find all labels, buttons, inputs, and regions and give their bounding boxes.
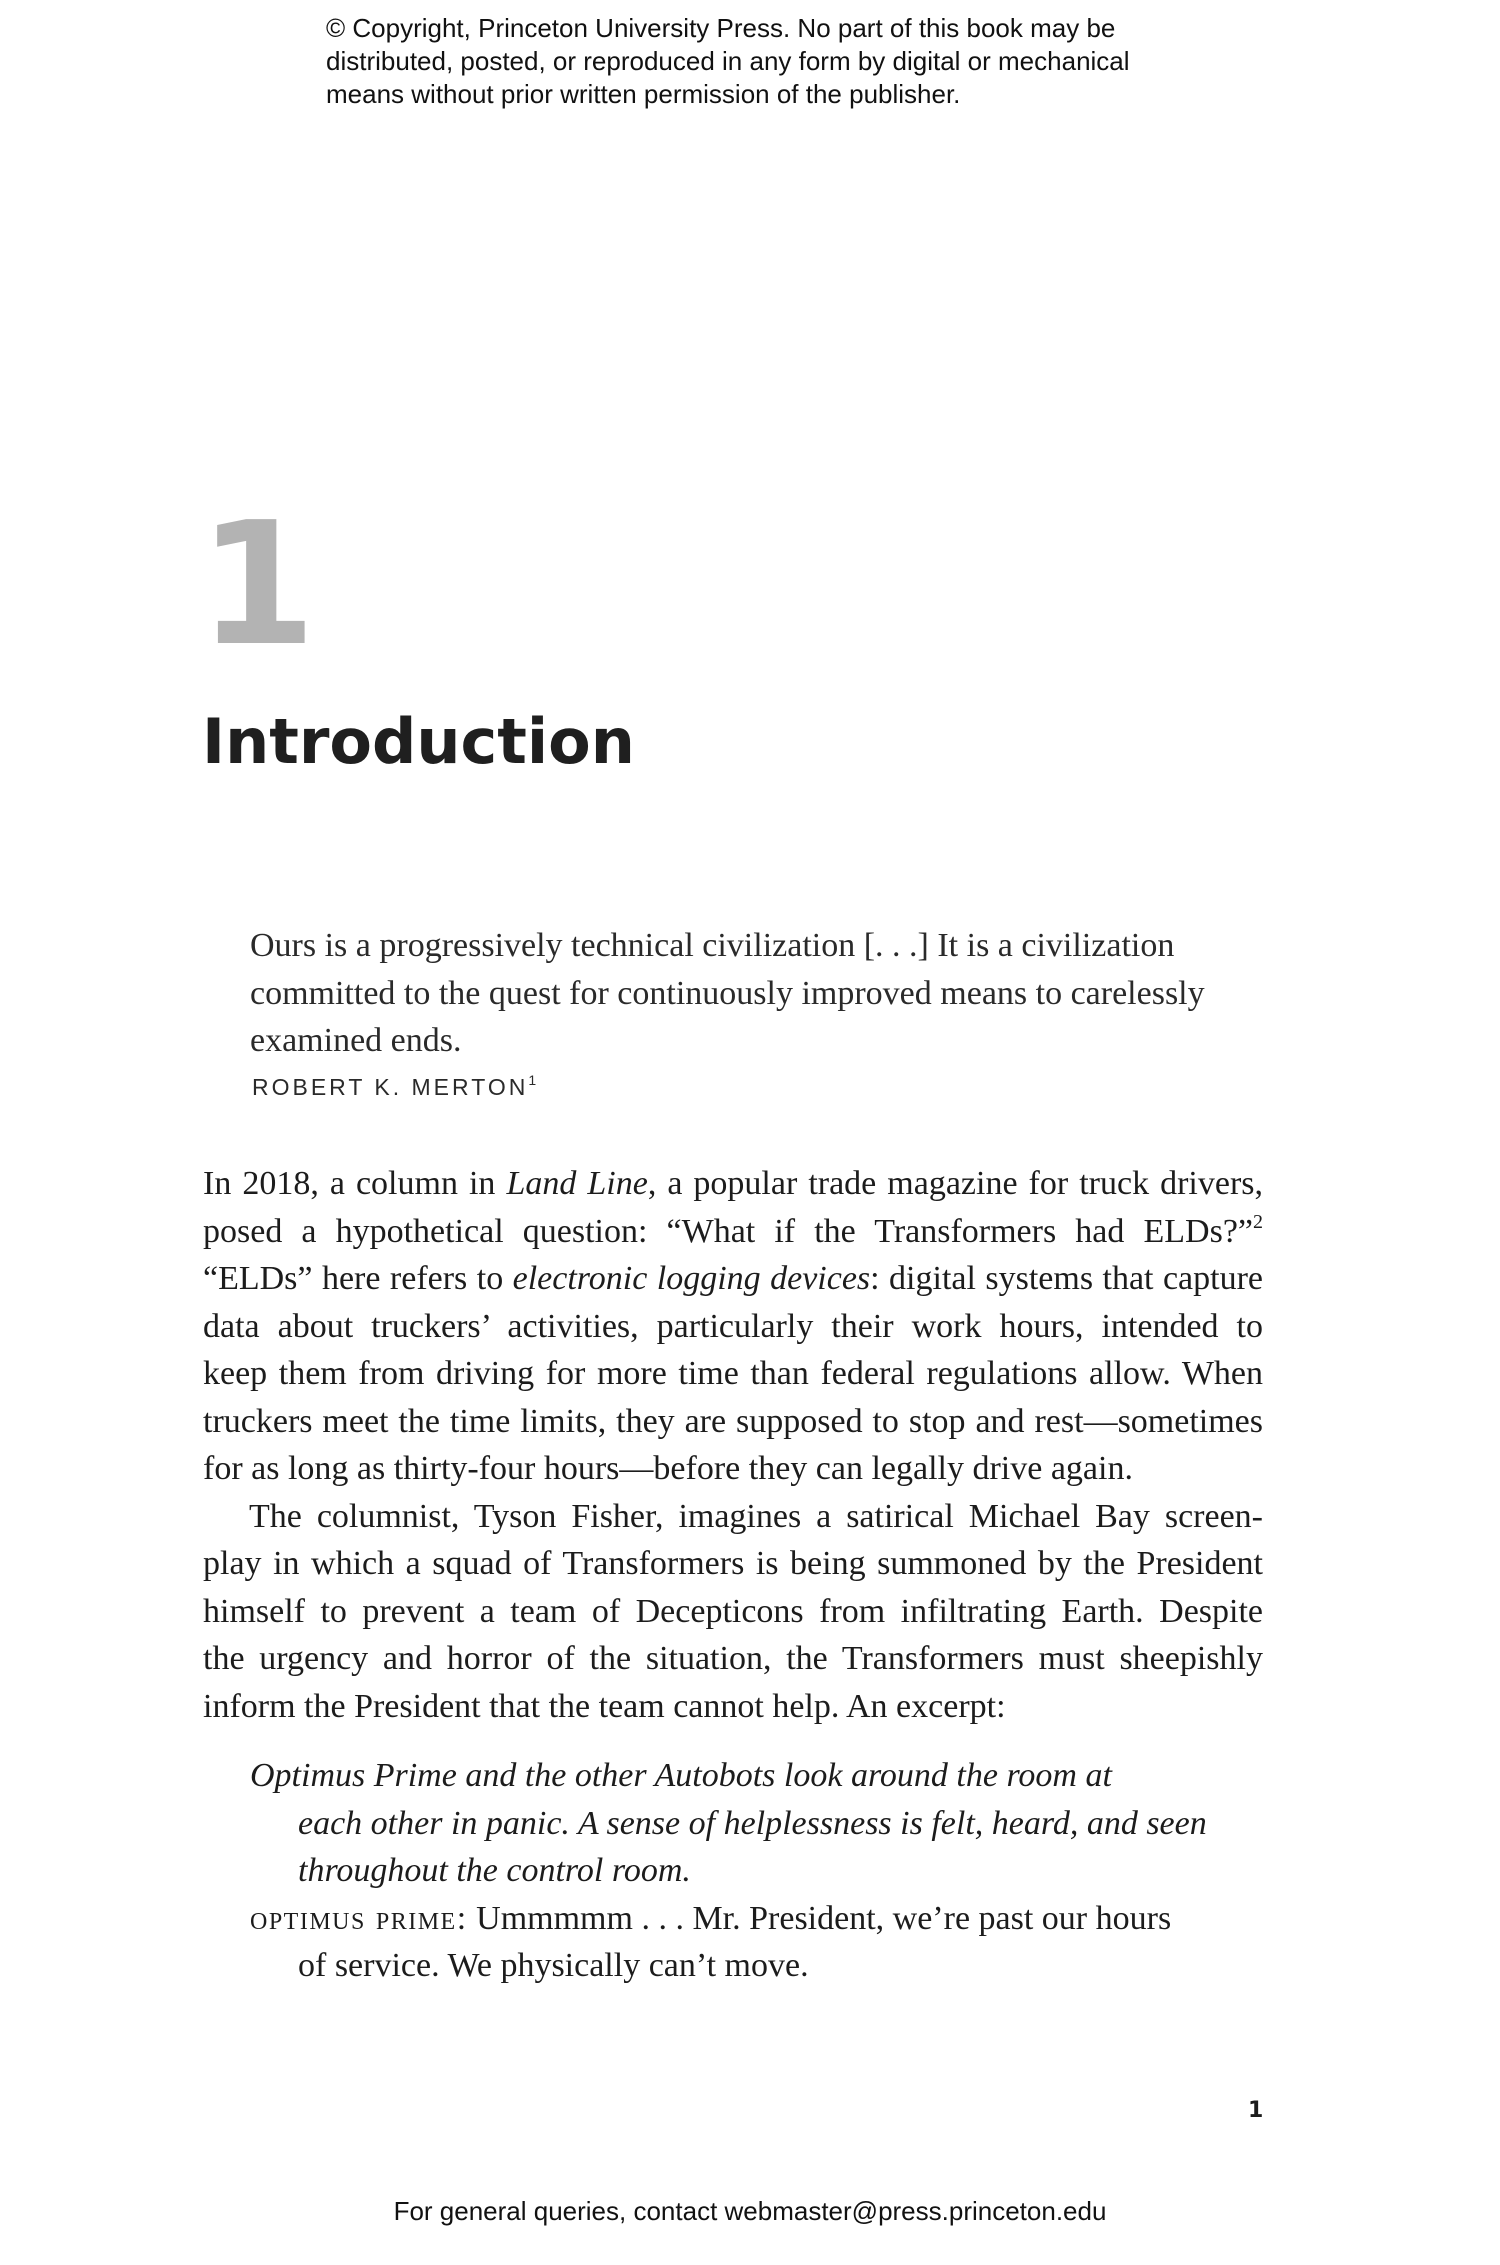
epigraph xyxy=(250,922,1270,1065)
copyright-line: means without prior written permission of the publisher. xyxy=(326,79,961,109)
stage-direction-line xyxy=(250,1800,1270,1848)
text-line: keep them from driving for more time than federal regulations allow. When xyxy=(203,1355,1263,1392)
copyright-line: distributed, posted, or reproduced in any form by digital or mechanical xyxy=(326,46,1130,76)
footnote-marker: 1 xyxy=(528,1072,537,1088)
epigraph-line: committed to the quest for continuously improved means to carelessly xyxy=(250,974,1205,1012)
stage-direction-text: throughout the control room. xyxy=(298,1852,691,1889)
text-span: In 2018, a column in xyxy=(203,1165,507,1202)
footer-contact: For general queries, contact webmaster@press.princeton.edu xyxy=(393,2196,1107,2226)
magazine-title: Land Line xyxy=(506,1165,648,1202)
footnote-marker: 2 xyxy=(1253,1210,1263,1233)
stage-direction-text: each other in panic. A sense of helplessness is felt, heard, and seen xyxy=(298,1804,1207,1842)
text-line: truckers meet the time limits, they are supposed to stop and rest—sometimes xyxy=(203,1402,1263,1440)
copyright-notice xyxy=(326,12,1246,111)
paragraph-2 xyxy=(203,1493,1263,1731)
stage-direction-text: Optimus Prime and the other Autobots look around the room at xyxy=(250,1757,1112,1794)
text-line: play in which a squad of Transformers is being summoned by the President xyxy=(203,1545,1263,1582)
text-line: data about truckers’ activities, particularly their work hours, intended to xyxy=(203,1307,1263,1345)
chapter-title: Introduction xyxy=(202,705,635,778)
chapter-number: 1 xyxy=(198,486,313,684)
text-span: “ELDs” here refers to xyxy=(203,1260,513,1297)
text-line: for as long as thirty-four hours—before they can legally drive again. xyxy=(203,1450,1133,1487)
text-span: : digital systems that capture xyxy=(870,1260,1263,1297)
paragraph-1 xyxy=(203,1160,1263,1493)
text-line xyxy=(203,1255,1263,1303)
speaker-name: optimus prime: xyxy=(250,1899,468,1937)
text-line: inform the President that the team cannot help. An excerpt: xyxy=(203,1687,1006,1725)
screenplay-excerpt xyxy=(250,1752,1270,1990)
text-line xyxy=(203,1208,1263,1256)
text-span: , a popular trade magazine for truck drivers, xyxy=(647,1165,1264,1202)
speech-text: Ummmmm . . . Mr. President, we’re past our hours xyxy=(467,1899,1172,1937)
page-number: 1 xyxy=(1248,2098,1264,2123)
text-line: the urgency and horror of the situation, the Transformers must sheepishly xyxy=(203,1640,1263,1677)
copyright-line: © Copyright, Princeton University Press. No part of this book may be xyxy=(326,13,1116,43)
text-line: The columnist, Tyson Fisher, imagines a satirical Michael Bay screen- xyxy=(249,1497,1263,1535)
epigraph-line: Ours is a progressively technical civilization [. . .] It is a civilization xyxy=(250,927,1175,964)
stage-direction-line xyxy=(250,1847,1270,1895)
text-line: himself to prevent a team of Decepticons from infiltrating Earth. Despite xyxy=(203,1592,1263,1630)
text-span: posed a hypothetical question: “What if the Transformers had ELDs?” xyxy=(203,1212,1253,1250)
dialogue-line xyxy=(250,1895,1270,1943)
epigraph-attribution xyxy=(252,1072,536,1101)
emphasized-term: electronic logging devices xyxy=(512,1260,871,1297)
stage-direction-line xyxy=(250,1752,1270,1800)
text-line xyxy=(203,1160,1263,1208)
body-text xyxy=(203,1160,1263,1730)
dialogue-line: of service. We physically can’t move. xyxy=(298,1947,809,1984)
epigraph-line: examined ends. xyxy=(250,1022,462,1059)
epigraph-author: ROBERT K. MERTON xyxy=(252,1074,529,1100)
